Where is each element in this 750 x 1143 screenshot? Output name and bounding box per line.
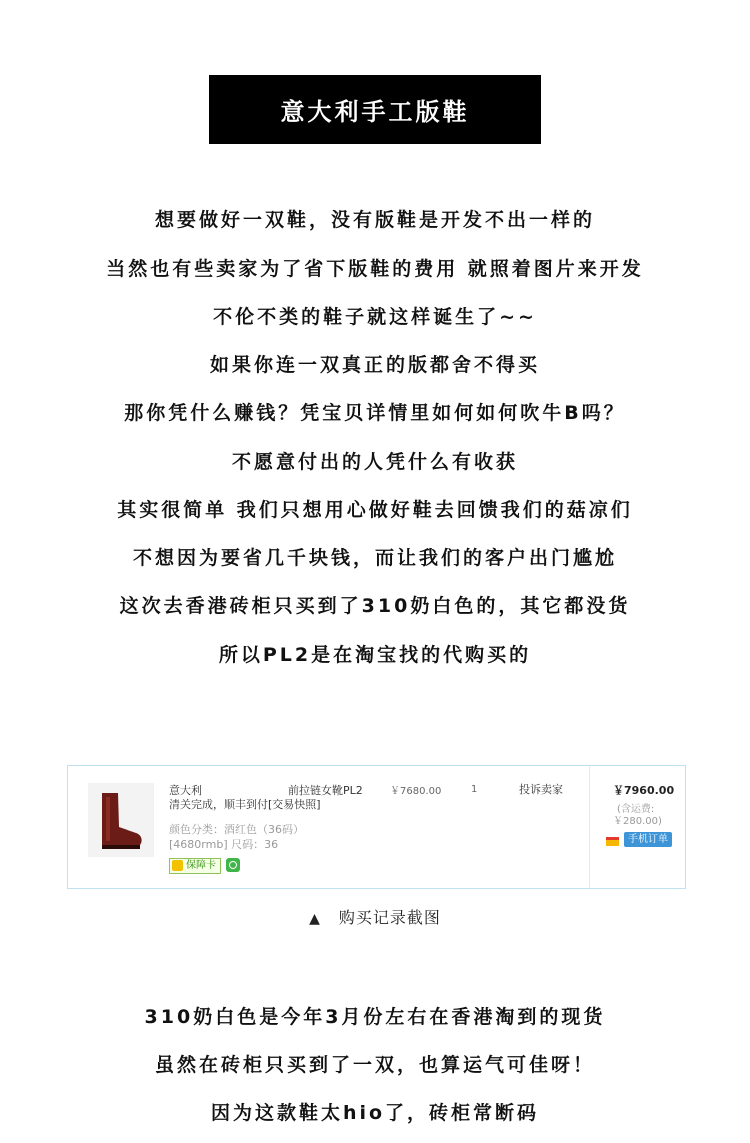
caption-text: 购买记录截图 (338, 908, 441, 927)
guarantee-icon (172, 860, 183, 871)
price-size-info: [4680rmb] 尺码：36 (169, 838, 279, 851)
color-option: 颜色分类：酒红色（36码） (169, 823, 304, 836)
intro-line: 不伦不类的鞋子就这样诞生了~~ (213, 306, 537, 328)
product-name[interactable]: 前拉链女靴PL2 (288, 784, 363, 797)
quantity: 1 (471, 784, 478, 795)
purchase-record-card (67, 765, 686, 889)
service-icon[interactable] (226, 858, 240, 872)
intro-line: 所以PL2是在淘宝找的代购买的 (218, 644, 532, 666)
outro-line: 虽然在砖柜只买到了一双，也算运气可佳呀！ (154, 1054, 595, 1076)
status-text: 清关完成，顺丰到付 (169, 798, 268, 811)
order-status (169, 796, 321, 812)
shipping-fee: ￥280.00) (613, 816, 662, 827)
intro-line: 不想因为要省几千块钱，而让我们的客户出门尴尬 (132, 547, 617, 569)
shipping-label: (含运费: (617, 804, 655, 815)
complain-seller-link[interactable]: 投诉卖家 (519, 783, 563, 796)
credit-card-icon (606, 837, 619, 846)
unit-price: ￥7680.00 (390, 786, 442, 797)
boot-image-icon (88, 783, 154, 857)
intro-line: 想要做好一双鞋，没有版鞋是开发不出一样的 (154, 209, 595, 231)
intro-line: 这次去香港砖柜只买到了310奶白色的，其它都没货 (119, 595, 631, 617)
intro-line: 那你凭什么赚钱？凭宝贝详情里如何如何吹牛B吗？ (124, 402, 626, 424)
page-title: 意大利手工版鞋 (280, 98, 470, 126)
outro-line: 因为这款鞋太hio了，砖柜常断码 (210, 1102, 540, 1124)
shop-name[interactable]: 意大利 (169, 784, 202, 797)
page-title-banner (209, 75, 541, 144)
screenshot-caption (0, 905, 750, 928)
snapshot-link[interactable]: [交易快照] (268, 798, 321, 811)
triangle-up-icon: ▲ (309, 911, 321, 927)
divider (589, 766, 590, 888)
intro-line: 不愿意付出的人凭什么有收获 (231, 451, 518, 473)
intro-line: 其实很简单 我们只想用心做好鞋去回馈我们的菇凉们 (117, 499, 633, 521)
mobile-order-badge[interactable]: 手机订单 (624, 832, 672, 847)
intro-line: 当然也有些卖家为了省下版鞋的费用 就照着图片来开发 (106, 258, 644, 280)
guarantee-card-badge[interactable] (169, 858, 221, 874)
outro-line: 310奶白色是今年3月份左右在香港淘到的现货 (144, 1006, 606, 1028)
intro-line: 如果你连一双真正的版都舍不得买 (209, 354, 540, 376)
order-total: ￥7960.00 (613, 784, 675, 797)
guarantee-label: 保障卡 (186, 860, 216, 871)
product-thumbnail[interactable] (88, 783, 154, 857)
